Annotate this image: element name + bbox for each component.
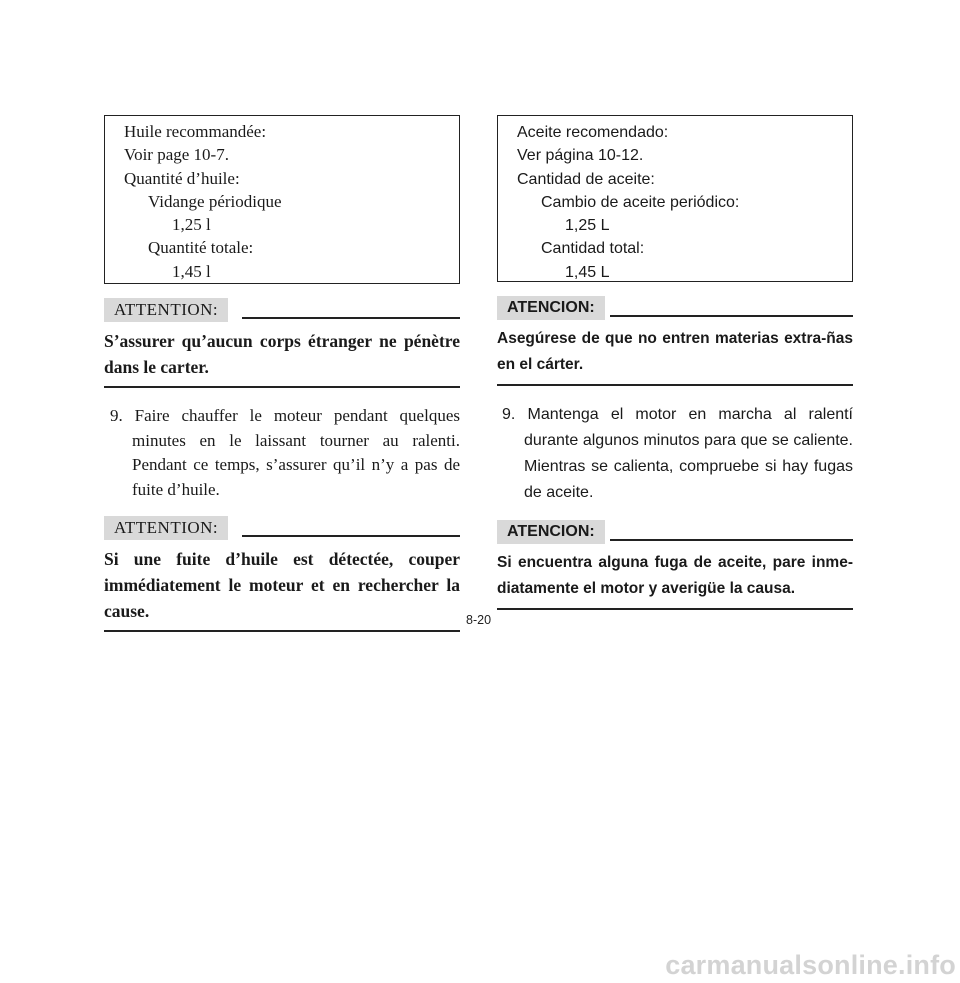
spec-line: Voir page 10-7.	[124, 145, 229, 165]
caution-heading-fr-2	[104, 516, 460, 540]
caution-text-es-2: Si encuentra alguna fuga de aceite, pare inme-diatamente el motor y averigüe la causa.	[497, 550, 853, 610]
spec-line: Cambio de aceite periódico:	[541, 193, 740, 211]
caution-text-fr-1: S’assurer qu’aucun corps étranger ne pénètre dans le carter.	[104, 328, 460, 388]
spec-line: Vidange périodique	[148, 191, 282, 211]
caution-label: ATTENTION:	[104, 516, 228, 540]
caution-heading-es-2	[497, 520, 853, 544]
oil-spec-box-fr	[104, 115, 460, 284]
caution-heading-es-1	[497, 296, 853, 320]
spec-line: 1,45 l	[172, 261, 211, 281]
caution-text-es-1: Asegúrese de que no entren materias extra-ñas en el cárter.	[497, 326, 853, 386]
caution-heading-fr-1	[104, 298, 460, 322]
french-column	[104, 115, 460, 632]
spec-line: Aceite recomendado:	[517, 124, 669, 141]
caution-label: ATENCION:	[497, 520, 605, 544]
page-number: 8-20	[466, 613, 492, 627]
caution-rule	[242, 317, 460, 319]
watermark: carmanualsonline.info	[665, 950, 956, 980]
spec-line: Quantité d’huile:	[124, 168, 240, 188]
caution-rule	[610, 315, 853, 317]
spec-line: Quantité totale:	[148, 238, 254, 258]
spec-line: 1,25 L	[565, 217, 610, 235]
spec-line: Huile recommandée:	[124, 122, 267, 141]
spec-line: 1,25 l	[172, 215, 211, 235]
spec-line: Cantidad de aceite:	[517, 170, 655, 188]
caution-text-fr-2: Si une fuite d’huile est détectée, couper immédiatement le moteur et en rechercher la cause.	[104, 546, 460, 632]
spec-line: Ver página 10-12.	[517, 147, 644, 165]
caution-rule	[610, 539, 853, 541]
spec-line: 1,45 L	[565, 263, 610, 281]
caution-label: ATTENTION:	[104, 298, 228, 322]
step-9-es: 9. Mantenga el motor en marcha al ralentí durante algunos minutos para que se caliente. Mientras se calienta, compruebe si hay fugas de aceite.	[502, 406, 853, 501]
step-9-fr: 9. Faire chauffer le moteur pendant quelques minutes en le laissant tourner au ralenti. Pendant ce temps, s’assurer qu’il n’y a pas de fuite d’huile.	[110, 406, 460, 499]
caution-rule	[242, 535, 460, 537]
spec-line: Cantidad total:	[541, 240, 645, 258]
oil-spec-box-es	[497, 115, 853, 282]
caution-label: ATENCION:	[497, 296, 605, 320]
spanish-column	[497, 115, 853, 610]
